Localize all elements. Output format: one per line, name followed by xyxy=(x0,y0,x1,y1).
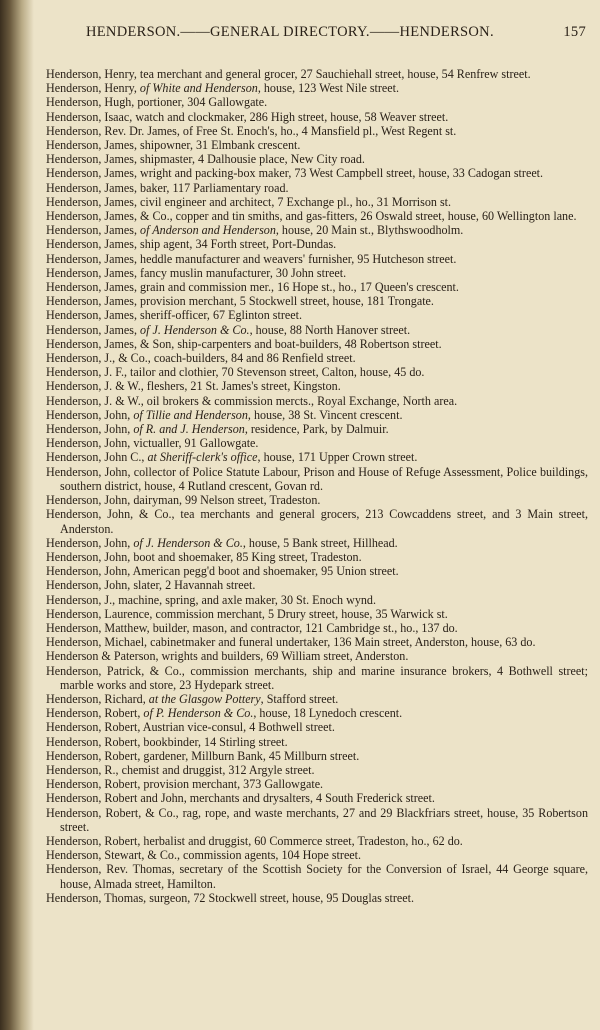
directory-entry: Henderson, James, wright and packing-box maker, 73 West Campbell street, house, 33 Cadogan street. xyxy=(46,166,544,181)
entry-address: , house, 38 St. Vincent crescent. xyxy=(247,407,403,422)
directory-entries xyxy=(46,67,588,905)
entry-firm: of Tillie and Henderson xyxy=(133,407,248,422)
directory-entry: Henderson, James, & Son, ship-carpenters and boat-builders, 48 Robertson street. xyxy=(46,336,442,351)
entry-name: Henderson, James, xyxy=(46,223,141,238)
entry-firm: at the Glasgow Pottery xyxy=(148,691,261,706)
directory-entry xyxy=(46,323,588,337)
entry-firm: of Anderson and Henderson xyxy=(140,223,276,238)
directory-entry: Henderson, Rev. Dr. James, of Free St. Enoch's, ho., 4 Mansfield pl., West Regent st. xyxy=(46,123,457,138)
entry-firm: of White and Henderson xyxy=(139,81,258,96)
directory-entry: Henderson, James, provision merchant, 5 Stockwell street, house, 181 Trongate. xyxy=(46,294,434,309)
entry-firm: of R. and J. Henderson xyxy=(133,422,245,437)
directory-entry: Henderson, James, grain and commission mer., 16 Hope st., ho., 17 Queen's crescent. xyxy=(46,280,459,295)
directory-entry xyxy=(46,706,588,720)
entry-address: , Stafford street. xyxy=(260,691,339,706)
directory-entry: Henderson, Patrick, & Co., commission merchants, ship and marine insurance brokers, 4 Bothwell street; marble works and store, 23 Hydepark street. xyxy=(46,663,588,692)
directory-entry: Henderson, J. & W., oil brokers & commission mercts., Royal Exchange, North area. xyxy=(46,393,458,408)
directory-entry: Henderson, Isaac, watch and clockmaker, 286 High street, house, 58 Weaver street. xyxy=(46,109,449,124)
entry-address: , house, 20 Main st., Blythswoodholm. xyxy=(275,223,464,238)
directory-entry: Henderson, Robert, & Co., rag, rope, and waste merchants, 27 and 29 Blackfriars street, house, 35 Robertson street. xyxy=(46,805,588,834)
entry-name: Henderson, John, xyxy=(46,535,134,550)
header-title: HENDERSON.——GENERAL DIRECTORY.——HENDERSON. xyxy=(86,24,494,40)
directory-entry xyxy=(46,422,588,436)
directory-entry: Henderson, James, baker, 117 Parliamentary road. xyxy=(46,180,289,195)
entry-firm: of P. Henderson & Co. xyxy=(143,706,254,721)
directory-entry: Henderson, John, American pegg'd boot and shoemaker, 95 Union street. xyxy=(46,564,399,579)
entry-firm: at Sheriff-clerk's office xyxy=(147,450,258,465)
directory-entry: Henderson, James, shipowner, 31 Elmbank crescent. xyxy=(46,138,301,153)
directory-entry xyxy=(46,81,588,95)
entry-name: Henderson, James, xyxy=(46,322,141,337)
directory-entry: Henderson, John, & Co., tea merchants and general grocers, 213 Cowcaddens street, and 3 Main street, Anderston. xyxy=(46,507,588,536)
entry-name: Henderson, John, xyxy=(46,407,134,422)
entry-name: Henderson, Robert, xyxy=(46,706,144,721)
entry-address: , house, 123 West Nile street. xyxy=(257,81,400,96)
directory-entry xyxy=(46,692,588,706)
directory-entry: Henderson, Robert, gardener, Millburn Bank, 45 Millburn street. xyxy=(46,748,360,763)
directory-entry: Henderson, R., chemist and druggist, 312 Argyle street. xyxy=(46,762,315,777)
directory-entry: Henderson & Paterson, wrights and builders, 69 William street, Anderston. xyxy=(46,649,409,664)
directory-entry: Henderson, Michael, cabinetmaker and funeral undertaker, 136 Main street, Anderston, house, 63 do. xyxy=(46,635,536,650)
directory-entry: Henderson, James, heddle manufacturer and weavers' furnisher, 95 Hutcheson street. xyxy=(46,251,457,266)
book-gutter xyxy=(0,0,34,1030)
directory-entry: Henderson, John, collector of Police Statute Labour, Prison and House of Refuge Assessment, Police buildings, southern district, house, 4 Rutland crescent, Govan rd. xyxy=(46,464,588,493)
directory-entry: Henderson, Stewart, & Co., commission agents, 104 Hope street. xyxy=(46,848,362,863)
entry-name: Henderson, John C., xyxy=(46,450,148,465)
page-number: 157 xyxy=(563,24,586,40)
directory-entry: Henderson, Matthew, builder, mason, and contractor, 121 Cambridge st., ho., 137 do. xyxy=(46,620,458,635)
directory-entry: Henderson, John, boot and shoemaker, 85 King street, Tradeston. xyxy=(46,549,362,564)
directory-entry: Henderson, James, ship agent, 34 Forth street, Port-Dundas. xyxy=(46,237,337,252)
directory-entry: Henderson, Robert, bookbinder, 14 Stirling street. xyxy=(46,734,288,749)
directory-entry: Henderson, James, fancy muslin manufacturer, 30 John street. xyxy=(46,265,347,280)
directory-entry: Henderson, Thomas, surgeon, 72 Stockwell street, house, 95 Douglas street. xyxy=(46,890,415,905)
directory-entry: Henderson, Robert, herbalist and druggist, 60 Commerce street, Tradeston, ho., 62 do. xyxy=(46,833,463,848)
directory-entry: Henderson, Henry, tea merchant and general grocer, 27 Sauchiehall street, house, 54 Renfrew street. xyxy=(46,67,531,81)
entry-address: , residence, Park, by Dalmuir. xyxy=(244,422,389,437)
directory-entry: Henderson, Robert, Austrian vice-consul, 4 Bothwell street. xyxy=(46,720,335,735)
directory-entry: Henderson, John, slater, 2 Havannah street. xyxy=(46,578,256,593)
directory-entry: Henderson, J. & W., fleshers, 21 St. James's street, Kingston. xyxy=(46,379,341,394)
directory-entry xyxy=(46,223,588,237)
entry-name: Henderson, Richard, xyxy=(46,691,149,706)
directory-page xyxy=(40,0,596,1030)
entry-name: Henderson, John, xyxy=(46,422,134,437)
entry-address: , house, 18 Lynedoch crescent. xyxy=(253,706,403,721)
entry-address: , house, 88 North Hanover street. xyxy=(249,322,411,337)
directory-entry: Henderson, Robert and John, merchants and drysalters, 4 South Frederick street. xyxy=(46,791,435,806)
directory-entry: Henderson, J., machine, spring, and axle maker, 30 St. Enoch wynd. xyxy=(46,592,377,607)
directory-entry: Henderson, Robert, provision merchant, 373 Gallowgate. xyxy=(46,777,324,792)
directory-entry: Henderson, James, shipmaster, 4 Dalhousie place, New City road. xyxy=(46,152,365,167)
directory-entry xyxy=(46,450,588,464)
directory-entry: Henderson, Rev. Thomas, secretary of the Scottish Society for the Conversion of Israel, 44 George square, house, Almada street, Hamilton. xyxy=(46,862,588,891)
directory-entry: Henderson, John, victualler, 91 Gallowgate. xyxy=(46,436,259,451)
directory-entry: Henderson, Hugh, portioner, 304 Gallowgate. xyxy=(46,95,268,110)
entry-address: , house, 171 Upper Crown street. xyxy=(257,450,418,465)
entry-address: , house, 5 Bank street, Hillhead. xyxy=(242,535,398,550)
directory-entry: Henderson, James, & Co., copper and tin smiths, and gas-fitters, 26 Oswald street, house, 60 Wellington lane. xyxy=(46,209,577,224)
directory-entry: Henderson, Laurence, commission merchant, 5 Drury street, house, 35 Warwick st. xyxy=(46,606,448,621)
directory-entry: Henderson, J. F., tailor and clothier, 70 Stevenson street, Calton, house, 45 do. xyxy=(46,365,425,380)
directory-entry: Henderson, J., & Co., coach-builders, 84 and 86 Renfield street. xyxy=(46,351,356,366)
directory-entry: Henderson, James, civil engineer and architect, 7 Exchange pl., ho., 31 Morrison st. xyxy=(46,194,452,209)
entry-firm: of J. Henderson & Co. xyxy=(133,535,243,550)
entry-firm: of J. Henderson & Co. xyxy=(140,322,250,337)
directory-entry: Henderson, James, sheriff-officer, 67 Eglinton street. xyxy=(46,308,302,323)
directory-entry xyxy=(46,408,588,422)
directory-entry: Henderson, John, dairyman, 99 Nelson street, Tradeston. xyxy=(46,493,321,508)
entry-name: Henderson, Henry, xyxy=(46,81,140,96)
directory-entry xyxy=(46,536,588,550)
